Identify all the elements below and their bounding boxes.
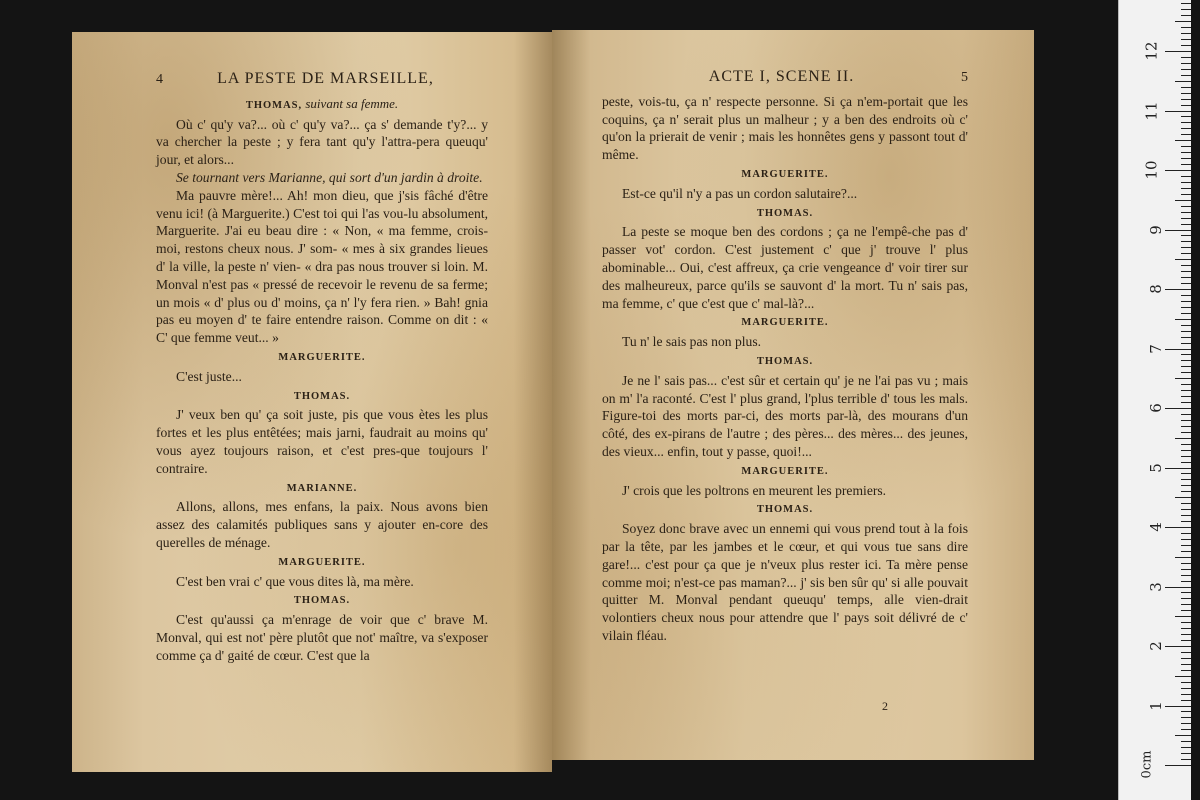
stage-direction: suivant sa femme. <box>302 95 399 111</box>
right-page-body <box>602 93 968 645</box>
ruler-tick <box>1181 509 1191 510</box>
ruler-tick <box>1181 27 1191 28</box>
ruler-tick <box>1181 57 1191 58</box>
ruler-tick <box>1181 372 1191 373</box>
ruler-tick <box>1181 640 1191 641</box>
dialogue-line: C'est qu'aussi ça m'enrage de voir que c' brave M. Monval, qui est not' père plutôt que not' maître, va s'exposer comme ça d' gaité de cœur. C'est que la <box>156 612 488 663</box>
speaker-name <box>602 314 968 332</box>
ruler-tick <box>1181 93 1191 94</box>
speaker-label: THOMAS. <box>756 504 814 516</box>
ruler-tick <box>1181 247 1191 248</box>
ruler-cm-label: 3 <box>1147 581 1166 592</box>
ruler-tick <box>1181 741 1191 742</box>
ruler-tick <box>1181 432 1191 433</box>
ruler-tick <box>1181 688 1191 689</box>
ruler-tick <box>1181 628 1191 629</box>
ruler-tick <box>1181 45 1191 46</box>
speaker-name <box>156 349 488 367</box>
speaker-label: THOMAS. <box>756 355 814 367</box>
ruler-tick <box>1181 87 1191 88</box>
ruler-cm-label: 7 <box>1147 343 1166 354</box>
ruler-tick <box>1181 218 1191 219</box>
ruler-tick <box>1181 253 1191 254</box>
ruler-tick <box>1181 390 1191 391</box>
dialogue-line: Tu n' le sais pas non plus. <box>622 334 762 350</box>
ruler-tick <box>1181 3 1191 4</box>
ruler-tick <box>1181 134 1191 135</box>
ruler-tick <box>1181 325 1191 326</box>
ruler-tick <box>1181 188 1191 189</box>
ruler-tick <box>1181 444 1191 445</box>
ruler-tick <box>1181 539 1191 540</box>
dialogue-line: Allons, allons, mes enfans, la paix. Nous avons bien assez des calamités publiques sans y ajouter en-core des querelles de ménage. <box>156 499 488 550</box>
ruler-tick <box>1181 152 1191 153</box>
ruler-cm-label: 6 <box>1147 403 1166 413</box>
ruler-tick <box>1181 277 1191 278</box>
speaker-name <box>156 592 488 610</box>
speaker-label: MARGUERITE. <box>741 317 829 329</box>
ruler-cm-label: 10 <box>1142 160 1161 180</box>
ruler-unit-label: 0cm <box>1139 750 1155 779</box>
signature-mark: 2 <box>882 699 888 713</box>
speaker-name <box>156 554 488 572</box>
ruler-tick <box>1181 283 1191 284</box>
ruler-cm-label: 5 <box>1147 462 1166 473</box>
ruler-tick <box>1175 557 1191 558</box>
ruler-tick <box>1181 473 1191 474</box>
ruler-cm-label: 2 <box>1147 641 1166 651</box>
ruler-tick <box>1181 694 1191 695</box>
ruler-tick <box>1181 658 1191 659</box>
ruler-tick <box>1181 717 1191 718</box>
dialogue-line: C'est juste... <box>176 368 242 384</box>
ruler-tick <box>1181 592 1191 593</box>
ruler-tick <box>1165 349 1191 350</box>
ruler-tick <box>1181 610 1191 611</box>
ruler-tick <box>1181 420 1191 421</box>
speaker-label: MARIANNE. <box>286 482 358 494</box>
ruler-tick <box>1181 598 1191 599</box>
speaker-name <box>156 388 488 406</box>
right-running-head <box>602 68 968 87</box>
ruler-tick <box>1181 485 1191 486</box>
ruler-tick <box>1165 51 1191 52</box>
ruler-tick <box>1175 200 1191 201</box>
ruler-tick <box>1181 491 1191 492</box>
ruler-tick <box>1181 146 1191 147</box>
speaker-label: THOMAS. <box>756 207 814 219</box>
ruler-tick <box>1165 765 1191 766</box>
ruler-cm-label: 12 <box>1142 41 1161 61</box>
ruler-tick <box>1181 307 1191 308</box>
ruler-tick <box>1181 747 1191 748</box>
ruler-tick <box>1181 366 1191 367</box>
ruler-tick <box>1181 354 1191 355</box>
ruler-tick <box>1181 729 1191 730</box>
ruler-tick <box>1181 581 1191 582</box>
stage-direction: Se tournant vers Marianne, qui sort d'un jardin à droite. <box>176 169 483 185</box>
speaker-name <box>602 205 968 223</box>
speaker-name <box>156 480 488 498</box>
ruler-tick <box>1181 9 1191 10</box>
ruler-tick <box>1165 646 1191 647</box>
ruler-tick <box>1165 527 1191 528</box>
speaker-label: MARGUERITE. <box>741 465 829 477</box>
ruler-tick <box>1181 265 1191 266</box>
speaker-label: MARGUERITE. <box>741 168 829 180</box>
ruler-tick <box>1165 289 1191 290</box>
ruler-tick <box>1181 622 1191 623</box>
left-page-number: 4 <box>156 72 163 87</box>
left-running-head <box>156 70 488 89</box>
right-running-title: ACTE I, SCENE II. <box>708 68 855 85</box>
ruler-tick <box>1175 497 1191 498</box>
ruler-tick <box>1181 331 1191 332</box>
measuring-ruler <box>1118 0 1191 800</box>
ruler-tick <box>1181 533 1191 534</box>
ruler-tick <box>1181 450 1191 451</box>
ruler-tick <box>1181 664 1191 665</box>
ruler-tick <box>1181 515 1191 516</box>
ruler-tick <box>1181 360 1191 361</box>
ruler-tick <box>1181 206 1191 207</box>
ruler-cm-label: 8 <box>1147 284 1166 294</box>
ruler-tick <box>1181 75 1191 76</box>
ruler-tick <box>1181 122 1191 123</box>
ruler-tick <box>1181 128 1191 129</box>
ruler-tick <box>1175 438 1191 439</box>
ruler-tick <box>1181 426 1191 427</box>
ruler-tick <box>1181 753 1191 754</box>
ruler-tick <box>1175 616 1191 617</box>
ruler-tick <box>1181 176 1191 177</box>
dialogue-line: La peste se moque ben des cordons ; ça ne l'empê-che pas d' passer vot' cordon. C'est justement c' que j' trouve l' plus abominable... Oui, c'est affreux, ça crie vengeance d' voir tirer sur des malheureux, parce qu'ils se sauvont d' la mort. Tu n' sais pas, ma femme, c' que c'est que c' mal-là?... <box>602 224 968 311</box>
ruler-tick <box>1181 682 1191 683</box>
ruler-tick <box>1181 670 1191 671</box>
ruler-tick <box>1181 462 1191 463</box>
ruler-tick <box>1165 408 1191 409</box>
ruler-tick <box>1181 15 1191 16</box>
speaker-label: THOMAS. <box>293 595 351 607</box>
dialogue-line: Je ne l' sais pas... c'est sûr et certain qu' je ne l'ai pas vu ; mais on m' l'a raconté. C'est l' plus grand, l'plus terrible d' tous les mals. Figure-toi des morts par-ci, des morts par-là, des mourans d'un côté, des ex-pirans de l'autre ; des pères... des mères... des jeunes, des vieux... enfin, tout y passe, quoi!... <box>602 372 968 459</box>
ruler-tick <box>1181 759 1191 760</box>
dialogue-line: Soyez donc brave avec un ennemi qui vous prend tout à la fois par la tête, par les jambes et le cœur, et qui vous tue sans dire gare!... c'est pour ça que je n'veux plus rester ici. Ta mère pense comme moi; n'est-ce pas maman?... j' sis ben sûr qu' si alle pouvait quitter M. Monval pendant queuqu' temps, alle vien-drait volontiers cheux nous pour attendre que l' pays soit délivré de c' vilain fléau. <box>602 521 968 643</box>
ruler-tick <box>1181 337 1191 338</box>
ruler-tick <box>1181 271 1191 272</box>
ruler-tick <box>1181 652 1191 653</box>
speaker-label: THOMAS. <box>293 390 351 402</box>
right-page-number: 5 <box>961 70 968 85</box>
ruler-tick <box>1181 313 1191 314</box>
ruler-tick <box>1181 575 1191 576</box>
dialogue-line: C'est ben vrai c' que vous dites là, ma mère. <box>176 573 414 589</box>
dialogue-line: J' crois que les poltrons en meurent les premiers. <box>622 482 887 498</box>
ruler-tick <box>1181 194 1191 195</box>
ruler-tick <box>1175 319 1191 320</box>
ruler-tick <box>1175 140 1191 141</box>
left-page <box>72 32 552 772</box>
ruler-tick <box>1181 521 1191 522</box>
dialogue-line: J' veux ben qu' ça soit juste, pis que vous ètes les plus fortes et les plus entêtées; mais jarni, faudrait au moins qu' vous ayez toujours raison, et c'est pres-que toujours l' contraire. <box>156 407 488 476</box>
ruler-tick <box>1181 503 1191 504</box>
ruler-tick <box>1181 604 1191 605</box>
ruler-tick <box>1181 700 1191 701</box>
ruler-tick <box>1181 33 1191 34</box>
ruler-tick <box>1181 164 1191 165</box>
ruler-tick <box>1181 182 1191 183</box>
ruler-cm-label: 9 <box>1147 224 1166 235</box>
ruler-cm-label: 11 <box>1142 100 1161 121</box>
ruler-tick <box>1181 158 1191 159</box>
ruler-cm-label: 1 <box>1147 700 1166 711</box>
ruler-tick <box>1181 295 1191 296</box>
ruler-tick <box>1181 224 1191 225</box>
ruler-tick <box>1181 212 1191 213</box>
speaker-name <box>602 353 968 371</box>
ruler-tick <box>1181 384 1191 385</box>
ruler-tick <box>1181 551 1191 552</box>
speaker-name <box>156 95 488 115</box>
ruler-tick <box>1181 241 1191 242</box>
speaker-name <box>602 501 968 519</box>
ruler-tick <box>1181 414 1191 415</box>
speaker-label: MARGUERITE. <box>278 556 366 568</box>
ruler-tick <box>1181 63 1191 64</box>
ruler-tick <box>1165 587 1191 588</box>
ruler-tick <box>1181 105 1191 106</box>
ruler-tick <box>1175 259 1191 260</box>
dialogue-line: Où c' qu'y va?... où c' qu'y va?... ça s' demande t'y?... y va chercher la peste ; y fera tant qu'y l'attra-pera queuqu' jour, et alors... <box>156 116 488 168</box>
ruler-tick <box>1181 39 1191 40</box>
left-page-body <box>156 95 488 665</box>
ruler-tick <box>1165 706 1191 707</box>
ruler-cm-label: 4 <box>1147 522 1166 532</box>
speaker-label: MARGUERITE. <box>278 351 366 363</box>
ruler-tick <box>1181 301 1191 302</box>
ruler-tick <box>1181 456 1191 457</box>
ruler-tick <box>1181 343 1191 344</box>
ruler-tick <box>1165 111 1191 112</box>
ruler-tick <box>1181 545 1191 546</box>
ruler-tick <box>1181 711 1191 712</box>
ruler-tick <box>1181 99 1191 100</box>
left-running-title: LA PESTE DE MARSEILLE, <box>217 70 434 87</box>
dialogue-line: Ma pauvre mère!... Ah! mon dieu, que j'sis fâché d'être venu ici! (à Marguerite.) C'est toi qui l'as vou-lu absolument, Marguerite. J'ai eu beau dire : « Non, « ma femme, crois-moi, restons cheux nous. J' som- « mes à six grandes lieues d' la ville, la peste n' vien- « dra pas nous trouver si loin. M. Monval n'est pas « pressé de recevoir le revenu de sa ferme; un mois « d' plus ou d' moins, ça n' l'y fera rien. » Bah! gnia pas eu moyen d' te faire entendre raison. Comme on dit : « C' que femme veut... » <box>156 187 488 346</box>
dialogue-line: peste, vois-tu, ça n' respecte personne. Si ça n'em-portait que les coquins, ça n' serait plus un malheur ; y a ben des endroits où c' qu'on la prierait de venir ; mais les honnêtes gens y passont tout d' même. <box>602 93 968 163</box>
ruler-tick <box>1175 21 1191 22</box>
ruler-tick <box>1181 563 1191 564</box>
speaker-name <box>602 166 968 184</box>
ruler-tick <box>1181 569 1191 570</box>
ruler-tick <box>1181 235 1191 236</box>
dialogue-line: Est-ce qu'il n'y a pas un cordon salutaire?... <box>622 185 858 201</box>
right-page <box>552 30 1034 760</box>
speaker-label: THOMAS, <box>245 99 303 111</box>
ruler-tick <box>1165 230 1191 231</box>
ruler-tick <box>1181 69 1191 70</box>
ruler-tick <box>1181 402 1191 403</box>
ruler-tick <box>1181 723 1191 724</box>
ruler-tick <box>1181 396 1191 397</box>
speaker-name <box>602 463 968 481</box>
ruler-tick <box>1165 468 1191 469</box>
ruler-tick <box>1175 378 1191 379</box>
ruler-tick <box>1175 676 1191 677</box>
ruler-tick <box>1181 116 1191 117</box>
ruler-tick <box>1181 479 1191 480</box>
ruler-tick <box>1175 81 1191 82</box>
ruler-tick <box>1175 735 1191 736</box>
ruler-tick <box>1181 634 1191 635</box>
ruler-tick <box>1165 170 1191 171</box>
